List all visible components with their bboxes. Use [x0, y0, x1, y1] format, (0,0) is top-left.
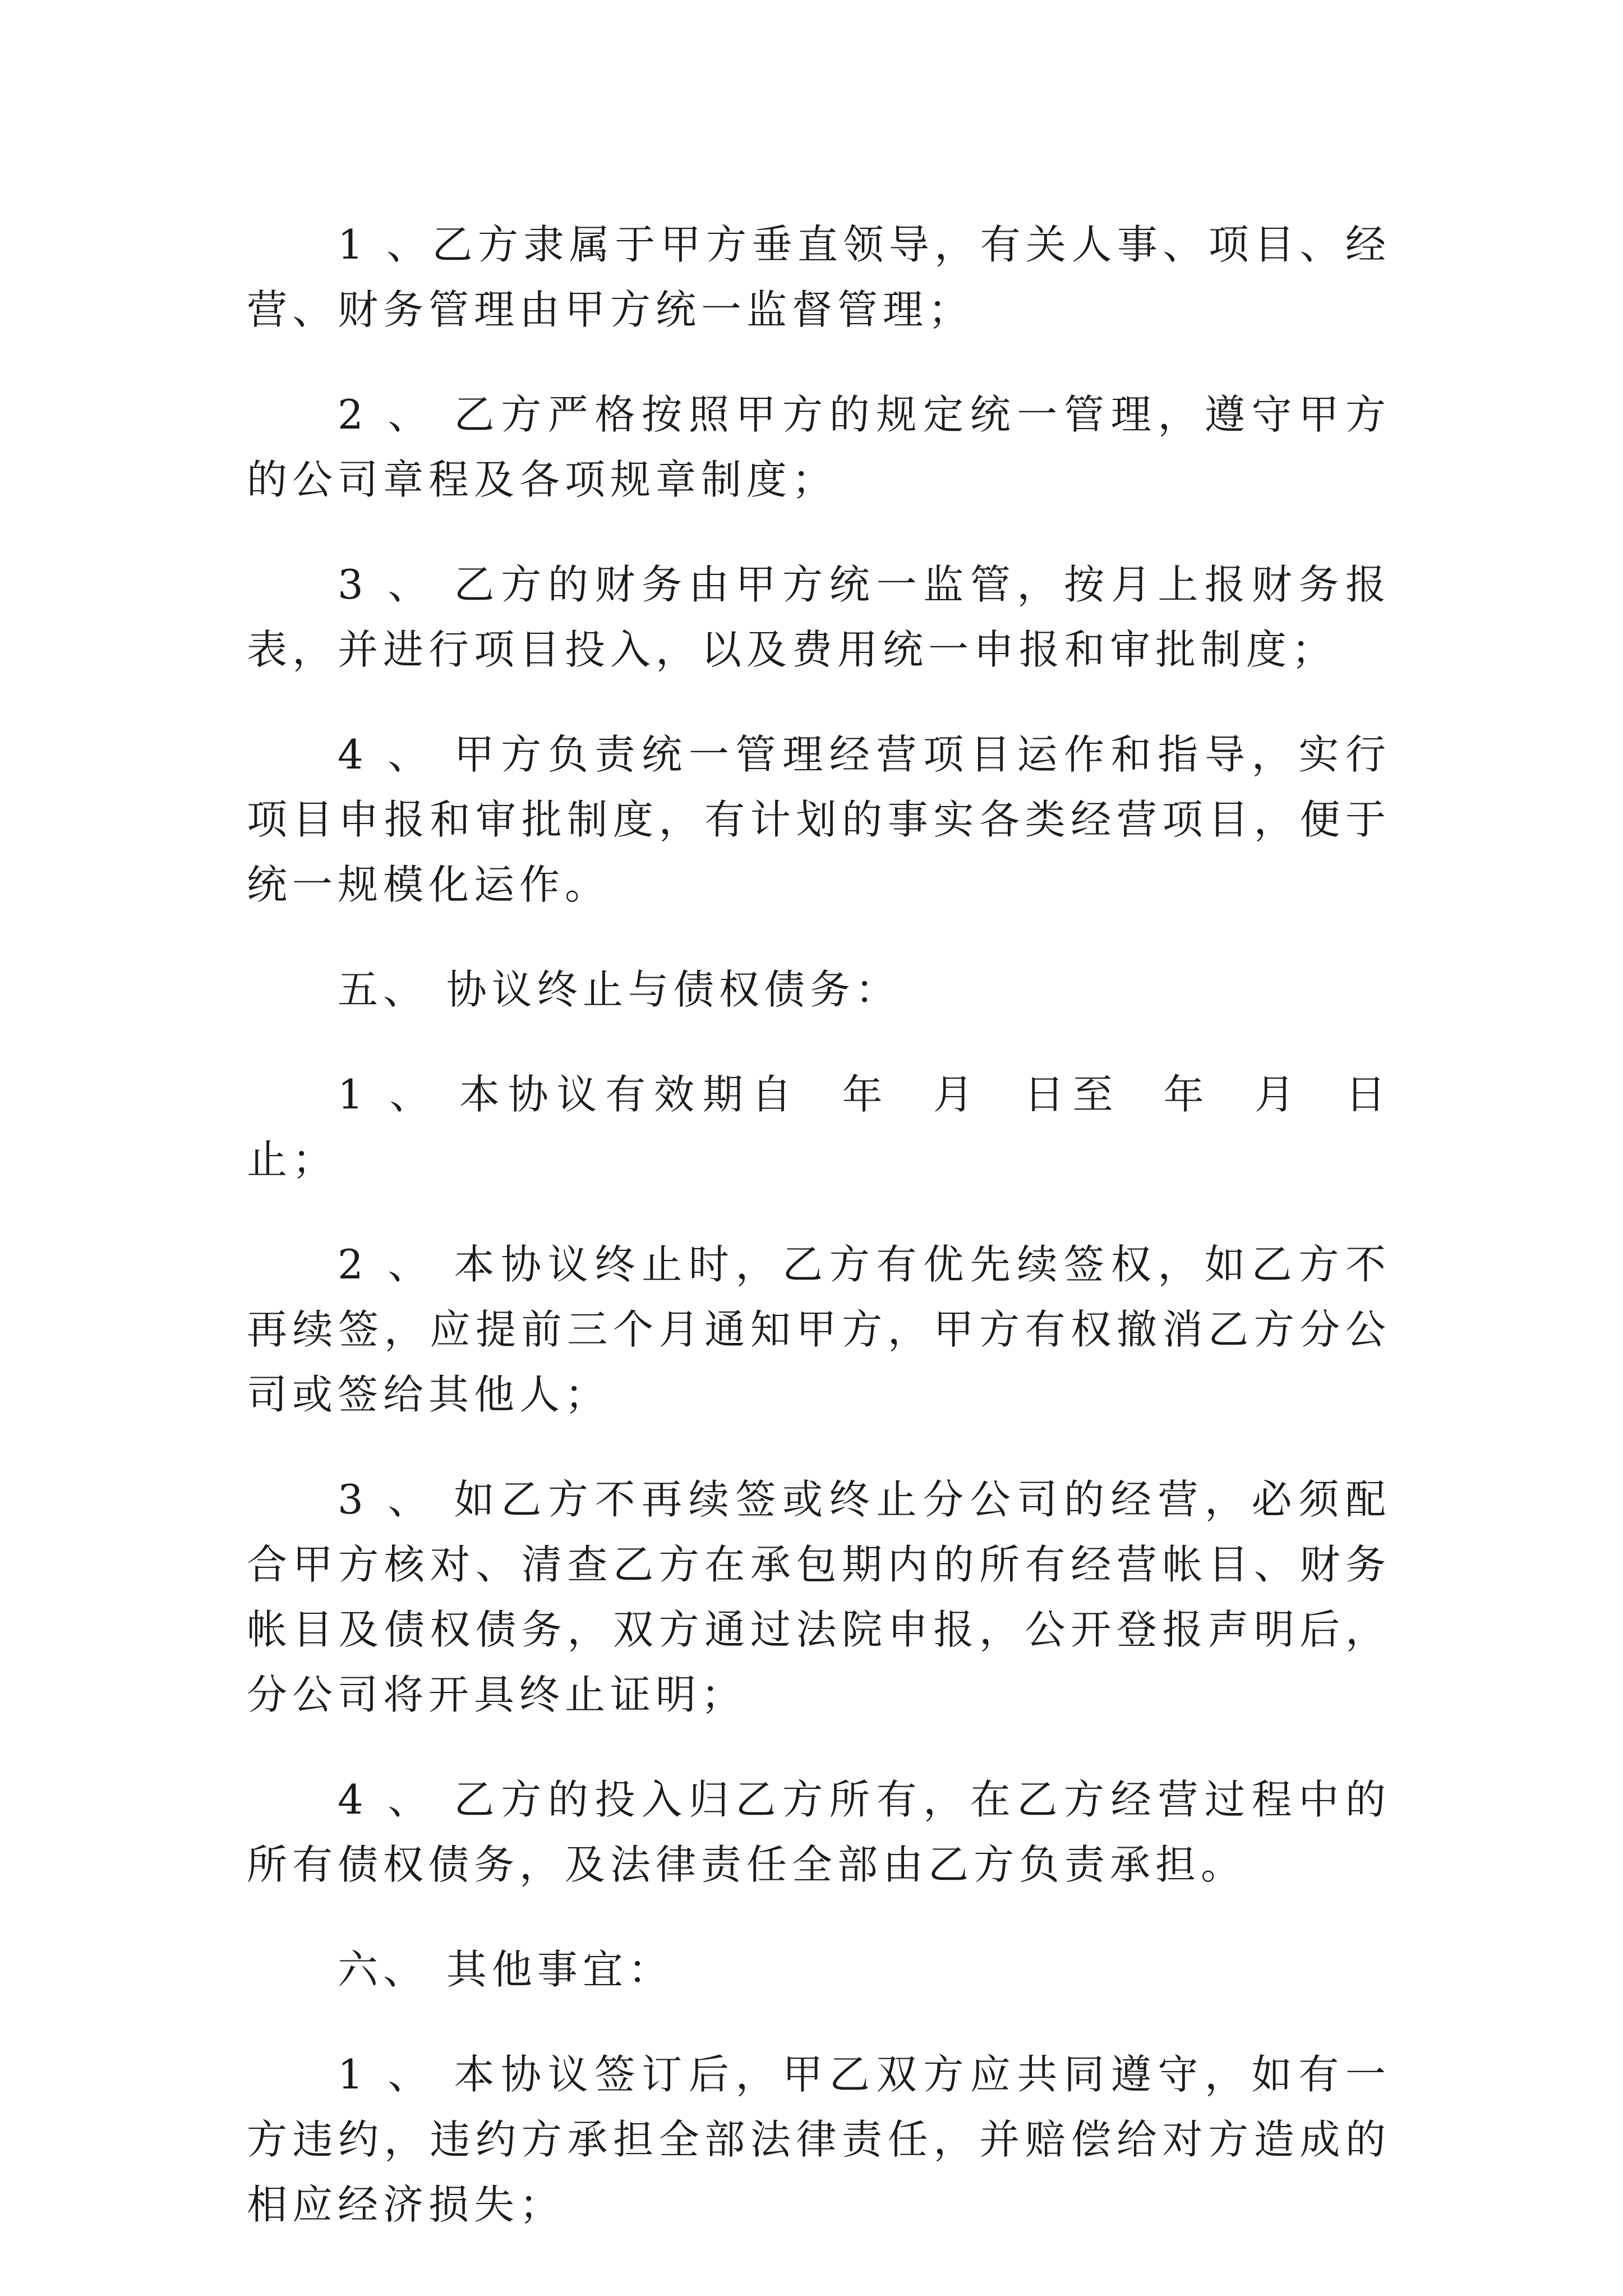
paragraph-4: 4 、 甲方负责统一管理经营项目运作和指导，实行项目申报和审批制度，有计划的事实各类经营项目，便于统一规模化运作。 — [247, 731, 1391, 908]
section-heading-5: 五、 协议终止与债权债务： — [338, 966, 901, 1013]
paragraph-2: 2 、 乙方严格按照甲方的规定统一管理，遵守甲方的公司章程及各项规章制度； — [247, 391, 1391, 503]
paragraph-1: 1 、乙方隶属于甲方垂直领导，有关人事、项目、经营、财务管理由甲方统一监督管理； — [247, 221, 1391, 333]
section-heading-6: 六、 其他事宜： — [338, 1946, 674, 1993]
paragraph-3: 3 、 乙方的财务由甲方统一监管，按月上报财务报表，并进行项目投入，以及费用统一申报和审批制度； — [247, 561, 1391, 673]
document-body — [247, 212, 1391, 2237]
paragraph-5-4: 4 、 乙方的投入归乙方所有，在乙方经营过程中的所有债权债务，及法律责任全部由乙方负责承担。 — [247, 1776, 1391, 1888]
paragraph-6-1: 1 、 本协议签订后，甲乙双方应共同遵守，如有一方违约，违约方承担全部法律责任，并赔偿给对方造成的相应经济损失； — [247, 2051, 1391, 2228]
paragraph-5-3: 3 、 如乙方不再续签或终止分公司的经营，必须配合甲方核对、清查乙方在承包期内的所有经营帐目、财务帐目及债权债务，双方通过法院申报，公开登报声明后，分公司将开具终止证明； — [247, 1476, 1391, 1718]
paragraph-5-2: 2 、 本协议终止时，乙方有优先续签权，如乙方不再续签，应提前三个月通知甲方，甲方有权撤消乙方分公司或签给其他人； — [247, 1241, 1391, 1418]
paragraph-5-1: 1 、 本协议有效期自 年 月 日至 年 月 日止； — [247, 1071, 1391, 1183]
